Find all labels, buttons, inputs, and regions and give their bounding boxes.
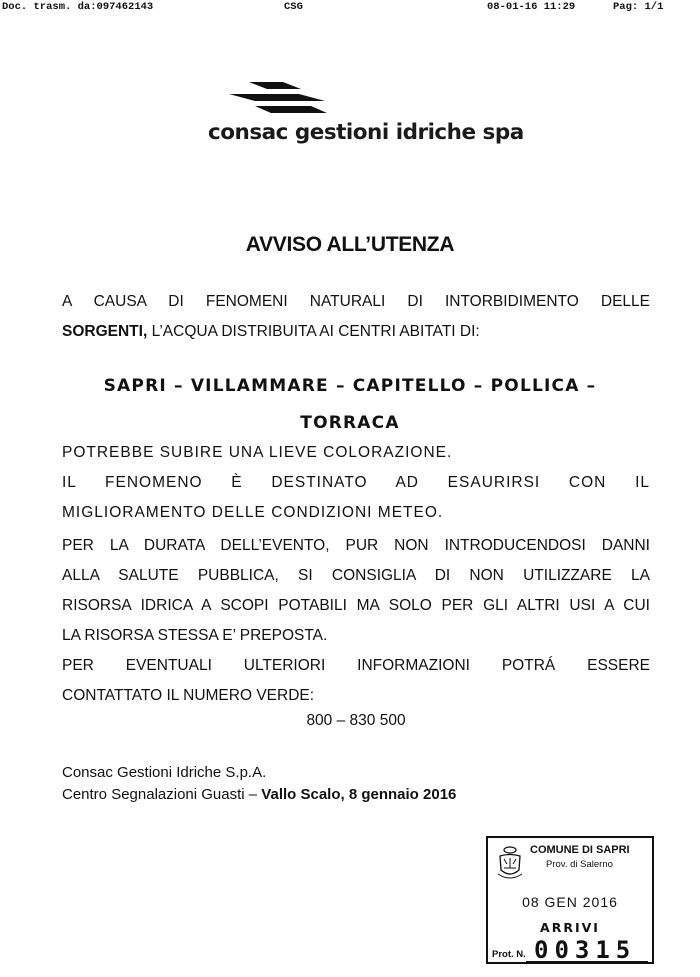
stamp-arrivi: ARRIVI: [540, 920, 600, 935]
body-p4b: CONTATTATO IL NUMERO VERDE:: [62, 687, 315, 704]
signature-center: Centro Segnalazioni Guasti –: [62, 786, 262, 803]
fax-sender: Doc. trasm. da:097462143: [2, 1, 154, 13]
body-p3b: ALLA SALUTE PUBBLICA, SI CONSIGLIA DI NON UTILIZZARE LA: [62, 567, 650, 584]
stamp-prot-number: 00315: [534, 936, 637, 964]
towns-line-2: TORRACA: [300, 413, 400, 433]
body-p2a: IL FENOMENO È DESTINATO AD ESAURIRSI CON IL: [62, 474, 650, 491]
stamp-date: 08 GEN 2016: [522, 894, 618, 910]
fax-page: Pag: 1/1: [613, 1, 664, 13]
signature-place-date: [62, 784, 456, 806]
stamp-prot-label: Prot. N.: [492, 949, 526, 960]
stamp-prot-underline: [526, 961, 648, 962]
municipal-crest-icon: [495, 844, 525, 884]
protocol-stamp: [486, 836, 654, 964]
company-logo: [200, 80, 560, 150]
fax-code: CSG: [284, 1, 303, 13]
towns-list: [0, 368, 700, 442]
body-p3c: RISORSA IDRICA A SCOPI POTABILI MA SOLO PER GLI ALTRI USI A CUI: [62, 597, 650, 614]
toll-free-number: 800 – 830 500: [306, 712, 406, 729]
body-p3d: LA RISORSA STESSA E’ PREPOSTA.: [62, 627, 328, 644]
intro-line-1: A CAUSA DI FENOMENI NATURALI DI INTORBIDIMENTO DELLE: [62, 293, 650, 310]
signature-company: Consac Gestioni Idriche S.p.A.: [62, 764, 267, 781]
signature-date: Vallo Scalo, 8 gennaio 2016: [261, 786, 457, 803]
wave-stripes-logo-icon: [225, 80, 335, 116]
body-p1: POTREBBE SUBIRE UNA LIEVE COLORAZIONE.: [62, 444, 453, 461]
company-name: consac gestioni idriche spa: [208, 120, 524, 145]
signature-block: [62, 762, 456, 806]
body-p3a: PER LA DURATA DELL’EVENTO, PUR NON INTRODUCENDOSI DANNI: [62, 537, 650, 554]
stamp-comune: COMUNE DI SAPRI: [530, 844, 630, 856]
stamp-province: Prov. di Salerno: [546, 859, 613, 870]
intro-line-2-rest: L’ACQUA DISTRIBUITA AI CENTRI ABITATI DI:: [147, 323, 480, 340]
notice-title: AVVISO ALL’UTENZA: [245, 233, 455, 256]
body-p2b: MIGLIORAMENTO DELLE CONDIZIONI METEO.: [62, 504, 444, 521]
intro-line-2: [62, 317, 650, 347]
fax-header: [0, 0, 700, 16]
intro-bold-word: SORGENTI,: [62, 323, 148, 340]
towns-line-1: SAPRI – VILLAMMARE – CAPITELLO – POLLICA –: [103, 376, 597, 396]
body-p4a: PER EVENTUALI ULTERIORI INFORMAZIONI POTRÁ ESSERE: [62, 657, 650, 674]
fax-datetime: 08-01-16 11:29: [487, 1, 576, 13]
